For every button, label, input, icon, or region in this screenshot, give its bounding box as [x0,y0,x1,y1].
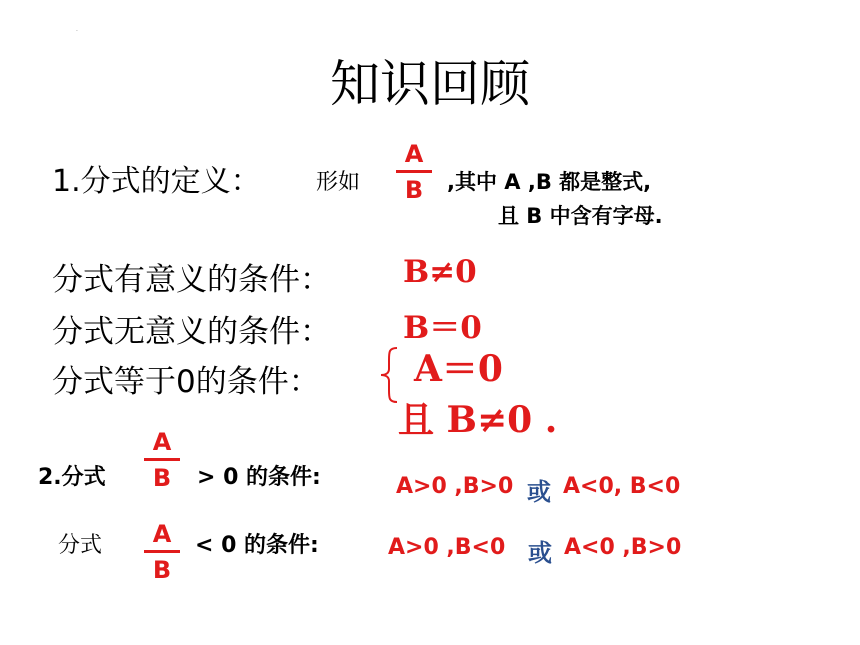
meaningless-condition-value: B＝0 [403,310,482,346]
fraction-denominator: B [152,556,172,584]
negative-answer-part1: A>0 ,B<0 [388,535,506,560]
fraction-bar [144,458,180,461]
definition-line-1: ,其中 A ,B 都是整式, [447,170,652,194]
left-brace [378,346,400,404]
section2-fraction-positive [140,430,184,490]
negative-condition-label: < 0 的条件: [195,533,319,558]
definition-heading: 1.分式的定义： [52,164,261,199]
negative-answer-part2: A<0 ,B>0 [564,535,682,560]
definition-fraction [392,142,436,202]
section2-fraction-negative [140,522,184,582]
meaningful-condition-value: B≠0 [403,254,477,290]
zero-condition-value-2: 且 B≠0 . [398,399,558,441]
zero-condition-value-1: A＝0 [414,348,503,390]
fraction-denominator: B [404,176,424,204]
positive-answer-part2: A<0, B<0 [563,474,681,499]
page-title: 知识回顾 [330,55,530,113]
negative-answer-or: 或 [528,539,552,567]
fraction-bar [396,170,432,173]
fraction-numerator: A [152,520,172,548]
positive-condition-label: > 0 的条件: [197,465,321,490]
positive-answer-or: 或 [527,478,551,506]
negative-row-label: 分式 [58,533,103,558]
fraction-numerator: A [404,140,424,168]
form-like-label: 形如 [316,170,361,195]
fraction-denominator: B [152,464,172,492]
positive-answer-part1: A>0 ,B>0 [396,474,514,499]
fraction-bar [144,550,180,553]
meaningless-condition-label: 分式无意义的条件： [52,314,331,350]
decorative-dot: · [76,28,78,35]
section2-prefix: 2.分式 [38,465,106,490]
fraction-numerator: A [152,428,172,456]
meaningful-condition-label: 分式有意义的条件： [52,262,331,298]
zero-condition-label: 分式等于0的条件： [52,364,320,400]
definition-line-2: 且 B 中含有字母. [498,204,663,228]
